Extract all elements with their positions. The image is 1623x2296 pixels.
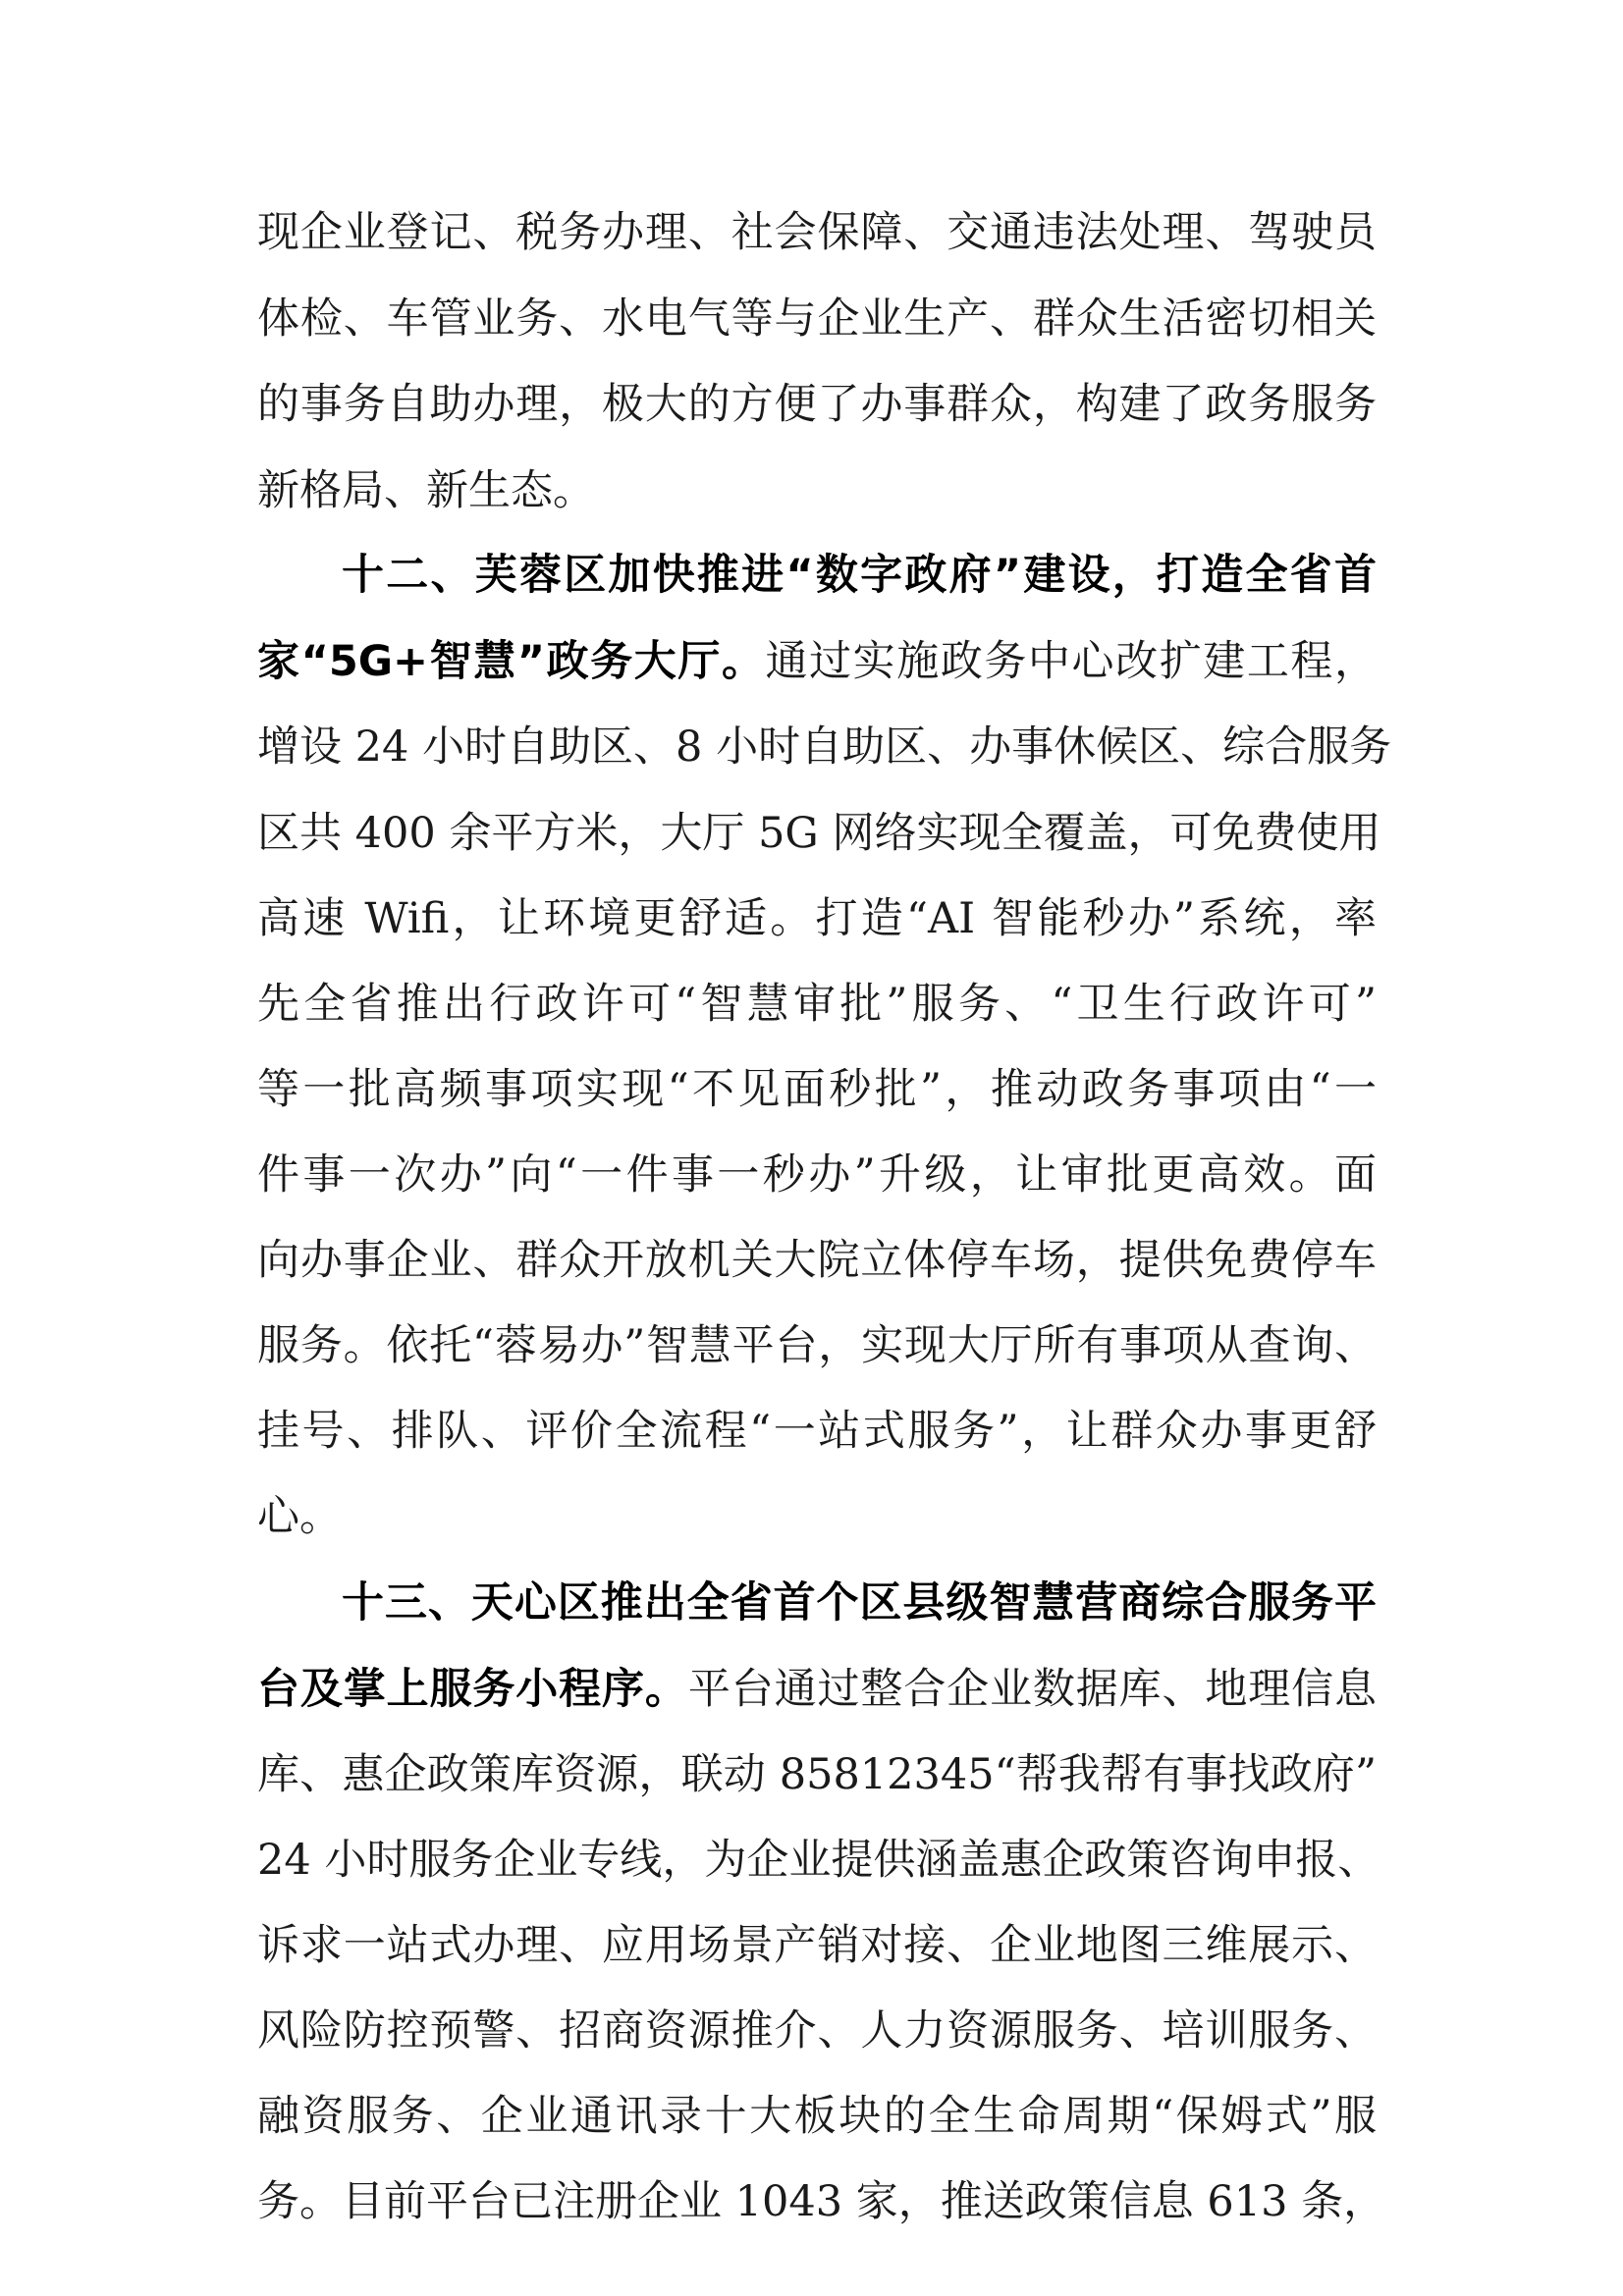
section-12-body-line: 心。 bbox=[257, 1492, 342, 1541]
section-12-heading-end: 家“5G+智慧”政务大厅。 bbox=[257, 637, 766, 686]
intro-line-3: 的事务自助办理，极大的方便了办事群众，构建了政务服务 bbox=[257, 380, 1377, 429]
section-13-body-line: 风险防控预警、招商资源推介、人力资源服务、培训服务、 bbox=[257, 2006, 1377, 2056]
section-12-body-line: 向办事企业、群众开放机关大院立体停车场，提供免费停车 bbox=[257, 1236, 1377, 1285]
section-13-heading-end: 台及掌上服务小程序。 bbox=[257, 1665, 688, 1714]
section-13-body-line: 24 小时服务企业专线，为企业提供涵盖惠企政策咨询申报、 bbox=[257, 1836, 1380, 1885]
section-12-line-2 bbox=[257, 624, 1377, 699]
section-12-body-line: 区共 400 余平方米，大厅 5G 网络实现全覆盖，可免费使用 bbox=[257, 809, 1381, 858]
section-12-body-line: 挂号、排队、评价全流程“一站式服务”，让群众办事更舒 bbox=[257, 1407, 1377, 1456]
section-12-body-line: 增设 24 小时自助区、8 小时自助区、办事休候区、综合服务 bbox=[257, 722, 1392, 772]
section-13-line-2 bbox=[257, 1652, 1377, 1727]
section-12-body-line: 等一批高频事项实现“不见面秒批”，推动政务事项由“一 bbox=[257, 1065, 1377, 1114]
section-13-heading: 十三、天心区推出全省首个区县级智慧营商综合服务平 bbox=[342, 1578, 1377, 1628]
section-12-heading: 十二、芙蓉区加快推进“数字政府”建设，打造全省首 bbox=[342, 551, 1377, 600]
section-13-body-line: 融资服务、企业通讯录十大板块的全生命周期“保姆式”服 bbox=[257, 2092, 1377, 2141]
intro-line-2: 体检、车管业务、水电气等与企业生产、群众生活密切相关 bbox=[257, 294, 1377, 344]
section-12-body-line: 服务。依托“蓉易办”智慧平台，实现大厅所有事项从查询、 bbox=[257, 1321, 1377, 1370]
intro-line-1: 现企业登记、税务办理、社会保障、交通违法处理、驾驶员 bbox=[257, 208, 1377, 257]
section-12-body-line: 件事一次办”向“一件事一秒办”升级，让审批更高效。面 bbox=[257, 1150, 1377, 1200]
section-13-body-line: 务。目前平台已注册企业 1043 家，推送政策信息 613 条， bbox=[257, 2177, 1386, 2226]
section-12-line-2-text: 通过实施政务中心改扩建工程， bbox=[765, 637, 1378, 686]
section-13-body-line: 诉求一站式办理、应用场景产销对接、企业地图三维展示、 bbox=[257, 1921, 1377, 1970]
section-13-body-line: 库、惠企政策库资源，联动 85812345“帮我帮有事找政府” bbox=[257, 1750, 1377, 1799]
section-12-body-line: 先全省推出行政许可“智慧审批”服务、“卫生行政许可” bbox=[257, 980, 1377, 1029]
section-13-line-2-text: 平台通过整合企业数据库、地理信息 bbox=[687, 1665, 1378, 1714]
section-12-body-line: 高速 Wifi，让环境更舒适。打造“AI 智能秒办”系统，率 bbox=[257, 894, 1377, 943]
intro-line-4: 新格局、新生态。 bbox=[257, 466, 595, 515]
